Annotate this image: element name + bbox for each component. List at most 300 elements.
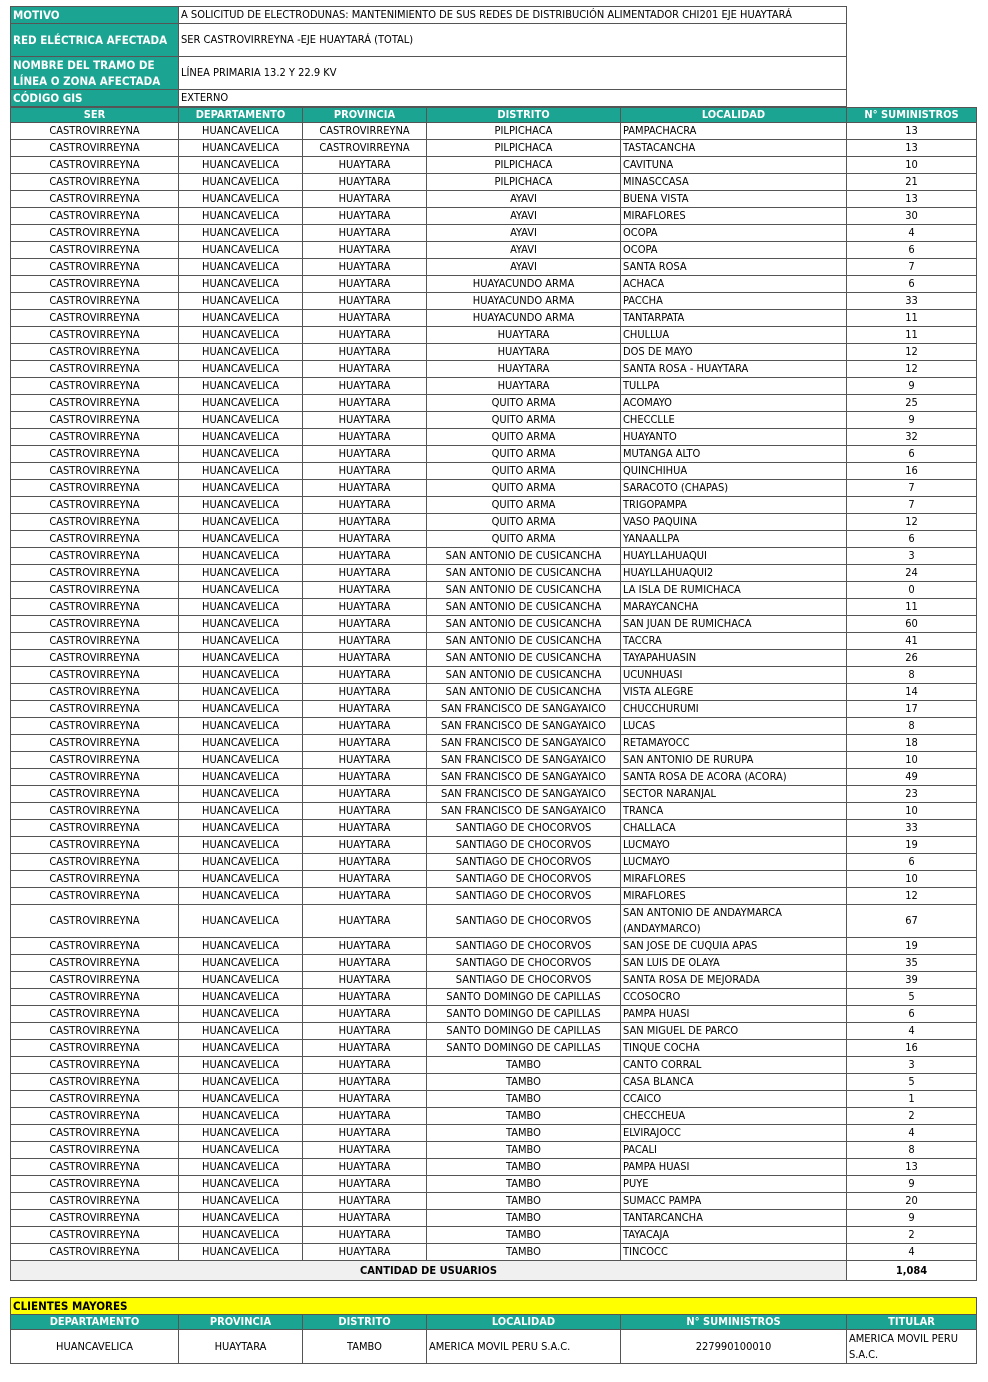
cell-provincia: HUAYTARA <box>303 463 427 480</box>
table-row <box>11 429 977 446</box>
cell-suministros: 4 <box>847 1023 977 1040</box>
cell-provincia: HUAYTARA <box>303 395 427 412</box>
cell-departamento: HUANCAVELICA <box>179 378 303 395</box>
clientes-cell-departamento: HUANCAVELICA <box>11 1330 179 1364</box>
clientes-mayores-table <box>10 1297 977 1364</box>
cell-departamento: HUANCAVELICA <box>179 837 303 854</box>
cell-ser: CASTROVIRREYNA <box>11 1193 179 1210</box>
cell-suministros: 3 <box>847 548 977 565</box>
table-row <box>11 344 977 361</box>
table-row <box>11 989 977 1006</box>
cell-localidad: TAYAPAHUASIN <box>621 650 847 667</box>
cell-suministros: 30 <box>847 208 977 225</box>
cell-localidad: TRIGOPAMPA <box>621 497 847 514</box>
cell-localidad: SAN JOSE DE CUQUIA APAS <box>621 938 847 955</box>
cell-ser: CASTROVIRREYNA <box>11 1023 179 1040</box>
cell-localidad: LUCMAYO <box>621 837 847 854</box>
cell-departamento: HUANCAVELICA <box>179 395 303 412</box>
cell-distrito: SANTIAGO DE CHOCORVOS <box>427 905 621 938</box>
cell-localidad: SANTA ROSA <box>621 259 847 276</box>
cell-suministros: 9 <box>847 378 977 395</box>
cell-departamento: HUANCAVELICA <box>179 293 303 310</box>
cell-suministros: 2 <box>847 1108 977 1125</box>
cell-ser: CASTROVIRREYNA <box>11 718 179 735</box>
cell-provincia: HUAYTARA <box>303 684 427 701</box>
cell-distrito: PILPICHACA <box>427 140 621 157</box>
table-row <box>11 123 977 140</box>
cell-distrito: AYAVI <box>427 242 621 259</box>
cell-localidad: LUCMAYO <box>621 854 847 871</box>
cell-localidad: VISTA ALEGRE <box>621 684 847 701</box>
cell-ser: CASTROVIRREYNA <box>11 531 179 548</box>
cell-distrito: TAMBO <box>427 1125 621 1142</box>
clientes-cell-distrito: TAMBO <box>303 1330 427 1364</box>
cell-departamento: HUANCAVELICA <box>179 140 303 157</box>
cell-distrito: SAN ANTONIO DE CUSICANCHA <box>427 548 621 565</box>
cell-ser: CASTROVIRREYNA <box>11 854 179 871</box>
clientes-cell-suministros: 227990100010 <box>621 1330 847 1364</box>
cell-provincia: HUAYTARA <box>303 1074 427 1091</box>
cell-localidad: TANTARCANCHA <box>621 1210 847 1227</box>
cell-localidad: OCOPA <box>621 242 847 259</box>
cell-distrito: SAN ANTONIO DE CUSICANCHA <box>427 616 621 633</box>
cell-departamento: HUANCAVELICA <box>179 429 303 446</box>
cell-localidad: QUINCHIHUA <box>621 463 847 480</box>
cell-ser: CASTROVIRREYNA <box>11 1125 179 1142</box>
cell-suministros: 8 <box>847 667 977 684</box>
cell-localidad: PACALI <box>621 1142 847 1159</box>
cell-distrito: SANTO DOMINGO DE CAPILLAS <box>427 1040 621 1057</box>
cell-provincia: HUAYTARA <box>303 310 427 327</box>
table-row <box>11 531 977 548</box>
cell-distrito: SAN ANTONIO DE CUSICANCHA <box>427 650 621 667</box>
table-row <box>11 905 977 938</box>
cell-departamento: HUANCAVELICA <box>179 225 303 242</box>
table-row <box>11 854 977 871</box>
cell-distrito: HUAYACUNDO ARMA <box>427 310 621 327</box>
cell-ser: CASTROVIRREYNA <box>11 599 179 616</box>
cell-distrito: AYAVI <box>427 208 621 225</box>
cell-distrito: QUITO ARMA <box>427 497 621 514</box>
clientes-cell-titular: AMERICA MOVIL PERU S.A.C. <box>847 1330 977 1364</box>
cell-suministros: 6 <box>847 276 977 293</box>
cell-localidad: CCOSOCRO <box>621 989 847 1006</box>
table-row <box>11 803 977 820</box>
red-label: RED ELÉCTRICA AFECTADA <box>11 24 179 57</box>
cell-suministros: 13 <box>847 123 977 140</box>
cell-departamento: HUANCAVELICA <box>179 769 303 786</box>
table-row <box>11 378 977 395</box>
cell-ser: CASTROVIRREYNA <box>11 752 179 769</box>
cell-provincia: HUAYTARA <box>303 1193 427 1210</box>
cell-suministros: 10 <box>847 157 977 174</box>
table-row <box>11 972 977 989</box>
cell-suministros: 12 <box>847 888 977 905</box>
cell-ser: CASTROVIRREYNA <box>11 1057 179 1074</box>
cell-suministros: 7 <box>847 480 977 497</box>
cell-suministros: 60 <box>847 616 977 633</box>
cell-provincia: HUAYTARA <box>303 820 427 837</box>
cell-departamento: HUANCAVELICA <box>179 514 303 531</box>
cell-provincia: HUAYTARA <box>303 1142 427 1159</box>
cell-departamento: HUANCAVELICA <box>179 1159 303 1176</box>
cell-distrito: TAMBO <box>427 1227 621 1244</box>
cell-suministros: 19 <box>847 837 977 854</box>
cell-distrito: SAN ANTONIO DE CUSICANCHA <box>427 684 621 701</box>
table-row <box>11 667 977 684</box>
cell-departamento: HUANCAVELICA <box>179 1091 303 1108</box>
cell-ser: CASTROVIRREYNA <box>11 429 179 446</box>
cell-suministros: 11 <box>847 327 977 344</box>
cell-ser: CASTROVIRREYNA <box>11 310 179 327</box>
column-header-suministros: N° SUMINISTROS <box>847 108 977 123</box>
cell-suministros: 12 <box>847 514 977 531</box>
cell-departamento: HUANCAVELICA <box>179 191 303 208</box>
cell-distrito: SAN FRANCISCO DE SANGAYAICO <box>427 701 621 718</box>
cell-departamento: HUANCAVELICA <box>179 684 303 701</box>
cell-provincia: HUAYTARA <box>303 582 427 599</box>
table-row <box>11 1142 977 1159</box>
cell-departamento: HUANCAVELICA <box>179 123 303 140</box>
cell-localidad: MINASCCASA <box>621 174 847 191</box>
cell-suministros: 7 <box>847 259 977 276</box>
cell-ser: CASTROVIRREYNA <box>11 140 179 157</box>
cell-provincia: HUAYTARA <box>303 276 427 293</box>
cell-ser: CASTROVIRREYNA <box>11 582 179 599</box>
cell-ser: CASTROVIRREYNA <box>11 820 179 837</box>
cell-departamento: HUANCAVELICA <box>179 955 303 972</box>
table-row <box>11 1091 977 1108</box>
cell-ser: CASTROVIRREYNA <box>11 616 179 633</box>
cell-departamento: HUANCAVELICA <box>179 938 303 955</box>
cell-ser: CASTROVIRREYNA <box>11 803 179 820</box>
cell-localidad: ELVIRAJOCC <box>621 1125 847 1142</box>
table-row <box>11 1176 977 1193</box>
tramo-row <box>11 57 847 90</box>
table-row <box>11 140 977 157</box>
table-row <box>11 752 977 769</box>
cell-provincia: HUAYTARA <box>303 769 427 786</box>
table-row <box>11 701 977 718</box>
cell-ser: CASTROVIRREYNA <box>11 1227 179 1244</box>
cell-distrito: SAN FRANCISCO DE SANGAYAICO <box>427 752 621 769</box>
cell-suministros: 2 <box>847 1227 977 1244</box>
table-row <box>11 650 977 667</box>
cell-provincia: HUAYTARA <box>303 1176 427 1193</box>
cell-distrito: SANTIAGO DE CHOCORVOS <box>427 854 621 871</box>
table-row <box>11 174 977 191</box>
cell-suministros: 7 <box>847 497 977 514</box>
cell-suministros: 4 <box>847 1125 977 1142</box>
cell-provincia: HUAYTARA <box>303 803 427 820</box>
cell-distrito: HUAYACUNDO ARMA <box>427 276 621 293</box>
cell-departamento: HUANCAVELICA <box>179 1227 303 1244</box>
cell-ser: CASTROVIRREYNA <box>11 293 179 310</box>
cell-localidad: PAMPA HUASI <box>621 1159 847 1176</box>
table-row <box>11 1108 977 1125</box>
cell-localidad: HUAYANTO <box>621 429 847 446</box>
cell-suministros: 33 <box>847 293 977 310</box>
table-row <box>11 633 977 650</box>
cell-suministros: 5 <box>847 1074 977 1091</box>
cell-distrito: SANTIAGO DE CHOCORVOS <box>427 972 621 989</box>
cell-suministros: 17 <box>847 701 977 718</box>
total-value: 1,084 <box>847 1261 977 1281</box>
cell-localidad: SANTA ROSA - HUAYTARA <box>621 361 847 378</box>
cell-departamento: HUANCAVELICA <box>179 1193 303 1210</box>
cell-ser: CASTROVIRREYNA <box>11 1074 179 1091</box>
cell-provincia: HUAYTARA <box>303 565 427 582</box>
cell-localidad: HUAYLLAHUAQUI2 <box>621 565 847 582</box>
cell-provincia: HUAYTARA <box>303 650 427 667</box>
cell-provincia: HUAYTARA <box>303 497 427 514</box>
table-row <box>11 327 977 344</box>
cell-distrito: QUITO ARMA <box>427 446 621 463</box>
cell-suministros: 10 <box>847 803 977 820</box>
cell-departamento: HUANCAVELICA <box>179 157 303 174</box>
cell-ser: CASTROVIRREYNA <box>11 480 179 497</box>
cell-suministros: 13 <box>847 191 977 208</box>
cell-distrito: PILPICHACA <box>427 123 621 140</box>
cell-departamento: HUANCAVELICA <box>179 344 303 361</box>
cell-localidad: CHUCCHURUMI <box>621 701 847 718</box>
cell-suministros: 35 <box>847 955 977 972</box>
cell-provincia: HUAYTARA <box>303 259 427 276</box>
cell-suministros: 41 <box>847 633 977 650</box>
cell-localidad: PUYE <box>621 1176 847 1193</box>
table-row <box>11 1040 977 1057</box>
cell-suministros: 19 <box>847 938 977 955</box>
cell-ser: CASTROVIRREYNA <box>11 684 179 701</box>
table-row <box>11 888 977 905</box>
cell-ser: CASTROVIRREYNA <box>11 174 179 191</box>
cell-suministros: 26 <box>847 650 977 667</box>
cell-provincia: HUAYTARA <box>303 446 427 463</box>
gis-row <box>11 90 847 107</box>
cell-departamento: HUANCAVELICA <box>179 480 303 497</box>
cell-localidad: TAYACAJA <box>621 1227 847 1244</box>
red-value: SER CASTROVIRREYNA -EJE HUAYTARÁ (TOTAL) <box>179 24 847 57</box>
clientes-column-provincia: PROVINCIA <box>179 1315 303 1330</box>
table-row <box>11 1125 977 1142</box>
cell-distrito: HUAYTARA <box>427 378 621 395</box>
cell-ser: CASTROVIRREYNA <box>11 548 179 565</box>
motivo-label: MOTIVO <box>11 7 179 24</box>
cell-distrito: TAMBO <box>427 1091 621 1108</box>
table-row <box>11 735 977 752</box>
cell-distrito: HUAYTARA <box>427 327 621 344</box>
table-row <box>11 718 977 735</box>
cell-suministros: 49 <box>847 769 977 786</box>
cell-distrito: PILPICHACA <box>427 174 621 191</box>
cell-provincia: HUAYTARA <box>303 1227 427 1244</box>
report-container <box>10 6 976 1364</box>
cell-localidad: SAN ANTONIO DE RURUPA <box>621 752 847 769</box>
cell-suministros: 0 <box>847 582 977 599</box>
cell-suministros: 6 <box>847 242 977 259</box>
total-label: CANTIDAD DE USUARIOS <box>11 1261 847 1281</box>
cell-suministros: 16 <box>847 1040 977 1057</box>
cell-ser: CASTROVIRREYNA <box>11 786 179 803</box>
cell-suministros: 5 <box>847 989 977 1006</box>
cell-distrito: SAN ANTONIO DE CUSICANCHA <box>427 599 621 616</box>
cell-departamento: HUANCAVELICA <box>179 1074 303 1091</box>
cell-localidad: HUAYLLAHUAQUI <box>621 548 847 565</box>
cell-distrito: SANTIAGO DE CHOCORVOS <box>427 888 621 905</box>
cell-departamento: HUANCAVELICA <box>179 599 303 616</box>
cell-ser: CASTROVIRREYNA <box>11 905 179 938</box>
gis-label: CÓDIGO GIS <box>11 90 179 107</box>
cell-localidad: DOS DE MAYO <box>621 344 847 361</box>
cell-provincia: HUAYTARA <box>303 225 427 242</box>
cell-ser: CASTROVIRREYNA <box>11 378 179 395</box>
cell-departamento: HUANCAVELICA <box>179 174 303 191</box>
table-row <box>11 1193 977 1210</box>
cell-provincia: HUAYTARA <box>303 429 427 446</box>
cell-distrito: HUAYACUNDO ARMA <box>427 293 621 310</box>
cell-distrito: QUITO ARMA <box>427 514 621 531</box>
tramo-label: NOMBRE DEL TRAMO DE LÍNEA O ZONA AFECTADA <box>11 57 179 90</box>
cell-suministros: 1 <box>847 1091 977 1108</box>
cell-departamento: HUANCAVELICA <box>179 1006 303 1023</box>
cell-provincia: HUAYTARA <box>303 157 427 174</box>
cell-provincia: HUAYTARA <box>303 955 427 972</box>
table-row <box>11 361 977 378</box>
cell-departamento: HUANCAVELICA <box>179 1142 303 1159</box>
cell-distrito: SANTIAGO DE CHOCORVOS <box>427 938 621 955</box>
cell-distrito: TAMBO <box>427 1108 621 1125</box>
cell-distrito: SANTO DOMINGO DE CAPILLAS <box>427 1023 621 1040</box>
cell-departamento: HUANCAVELICA <box>179 1057 303 1074</box>
table-row <box>11 1227 977 1244</box>
cell-distrito: SAN ANTONIO DE CUSICANCHA <box>427 565 621 582</box>
cell-departamento: HUANCAVELICA <box>179 565 303 582</box>
cell-ser: CASTROVIRREYNA <box>11 1142 179 1159</box>
cell-provincia: HUAYTARA <box>303 871 427 888</box>
cell-localidad: SAN LUIS DE OLAYA <box>621 955 847 972</box>
cell-suministros: 6 <box>847 854 977 871</box>
cell-provincia: HUAYTARA <box>303 412 427 429</box>
cell-suministros: 6 <box>847 1006 977 1023</box>
cell-departamento: HUANCAVELICA <box>179 242 303 259</box>
cell-provincia: HUAYTARA <box>303 242 427 259</box>
table-row <box>11 786 977 803</box>
table-row <box>11 514 977 531</box>
table-row <box>11 191 977 208</box>
cell-departamento: HUANCAVELICA <box>179 871 303 888</box>
table-row <box>11 599 977 616</box>
cell-provincia: HUAYTARA <box>303 701 427 718</box>
cell-provincia: HUAYTARA <box>303 1108 427 1125</box>
cell-departamento: HUANCAVELICA <box>179 497 303 514</box>
clientes-title: CLIENTES MAYORES <box>11 1298 977 1315</box>
cell-departamento: HUANCAVELICA <box>179 1023 303 1040</box>
cell-suministros: 25 <box>847 395 977 412</box>
cell-localidad: CHECCLLE <box>621 412 847 429</box>
cell-suministros: 13 <box>847 140 977 157</box>
cell-localidad: CHULLUA <box>621 327 847 344</box>
table-row <box>11 1006 977 1023</box>
cell-suministros: 10 <box>847 871 977 888</box>
cell-departamento: HUANCAVELICA <box>179 718 303 735</box>
cell-distrito: SAN ANTONIO DE CUSICANCHA <box>427 667 621 684</box>
table-row <box>11 463 977 480</box>
cell-provincia: HUAYTARA <box>303 174 427 191</box>
cell-ser: CASTROVIRREYNA <box>11 667 179 684</box>
cell-suministros: 4 <box>847 225 977 242</box>
cell-ser: CASTROVIRREYNA <box>11 735 179 752</box>
cell-suministros: 8 <box>847 718 977 735</box>
cell-ser: CASTROVIRREYNA <box>11 123 179 140</box>
table-row <box>11 208 977 225</box>
cell-localidad: MIRAFLORES <box>621 208 847 225</box>
cell-suministros: 20 <box>847 1193 977 1210</box>
table-row <box>11 955 977 972</box>
cell-departamento: HUANCAVELICA <box>179 1176 303 1193</box>
cell-suministros: 33 <box>847 820 977 837</box>
cell-provincia: HUAYTARA <box>303 633 427 650</box>
cell-provincia: HUAYTARA <box>303 514 427 531</box>
cell-localidad: SAN JUAN DE RUMICHACA <box>621 616 847 633</box>
cell-distrito: AYAVI <box>427 191 621 208</box>
clientes-cell-provincia: HUAYTARA <box>179 1330 303 1364</box>
cell-distrito: SANTIAGO DE CHOCORVOS <box>427 837 621 854</box>
cell-departamento: HUANCAVELICA <box>179 446 303 463</box>
cell-ser: CASTROVIRREYNA <box>11 1159 179 1176</box>
cell-localidad: YANAALLPA <box>621 531 847 548</box>
cell-distrito: SAN FRANCISCO DE SANGAYAICO <box>427 735 621 752</box>
cell-distrito: QUITO ARMA <box>427 429 621 446</box>
cell-localidad: MIRAFLORES <box>621 871 847 888</box>
cell-localidad: UCUNHUASI <box>621 667 847 684</box>
gis-value: EXTERNO <box>179 90 847 107</box>
cell-provincia: HUAYTARA <box>303 888 427 905</box>
cell-departamento: HUANCAVELICA <box>179 208 303 225</box>
cell-distrito: SAN ANTONIO DE CUSICANCHA <box>427 582 621 599</box>
motivo-row <box>11 7 847 24</box>
column-header-provincia: PROVINCIA <box>303 108 427 123</box>
clientes-column-departamento: DEPARTAMENTO <box>11 1315 179 1330</box>
table-row <box>11 837 977 854</box>
cell-localidad: MARAYCANCHA <box>621 599 847 616</box>
cell-localidad: SARACOTO (CHAPAS) <box>621 480 847 497</box>
cell-ser: CASTROVIRREYNA <box>11 633 179 650</box>
cell-suministros: 6 <box>847 531 977 548</box>
cell-suministros: 3 <box>847 1057 977 1074</box>
cell-distrito: QUITO ARMA <box>427 531 621 548</box>
column-header-localidad: LOCALIDAD <box>621 108 847 123</box>
cell-departamento: HUANCAVELICA <box>179 1125 303 1142</box>
cell-ser: CASTROVIRREYNA <box>11 955 179 972</box>
table-row <box>11 293 977 310</box>
table-row <box>11 1244 977 1261</box>
cell-ser: CASTROVIRREYNA <box>11 769 179 786</box>
table-row <box>11 242 977 259</box>
cell-provincia: HUAYTARA <box>303 972 427 989</box>
cell-suministros: 13 <box>847 1159 977 1176</box>
cell-provincia: HUAYTARA <box>303 1006 427 1023</box>
cell-ser: CASTROVIRREYNA <box>11 344 179 361</box>
table-row <box>11 938 977 955</box>
red-row <box>11 24 847 57</box>
table-row <box>11 1074 977 1091</box>
cell-provincia: HUAYTARA <box>303 989 427 1006</box>
cell-distrito: QUITO ARMA <box>427 463 621 480</box>
cell-suministros: 4 <box>847 1244 977 1261</box>
cell-localidad: PACCHA <box>621 293 847 310</box>
cell-localidad: SECTOR NARANJAL <box>621 786 847 803</box>
cell-distrito: TAMBO <box>427 1193 621 1210</box>
